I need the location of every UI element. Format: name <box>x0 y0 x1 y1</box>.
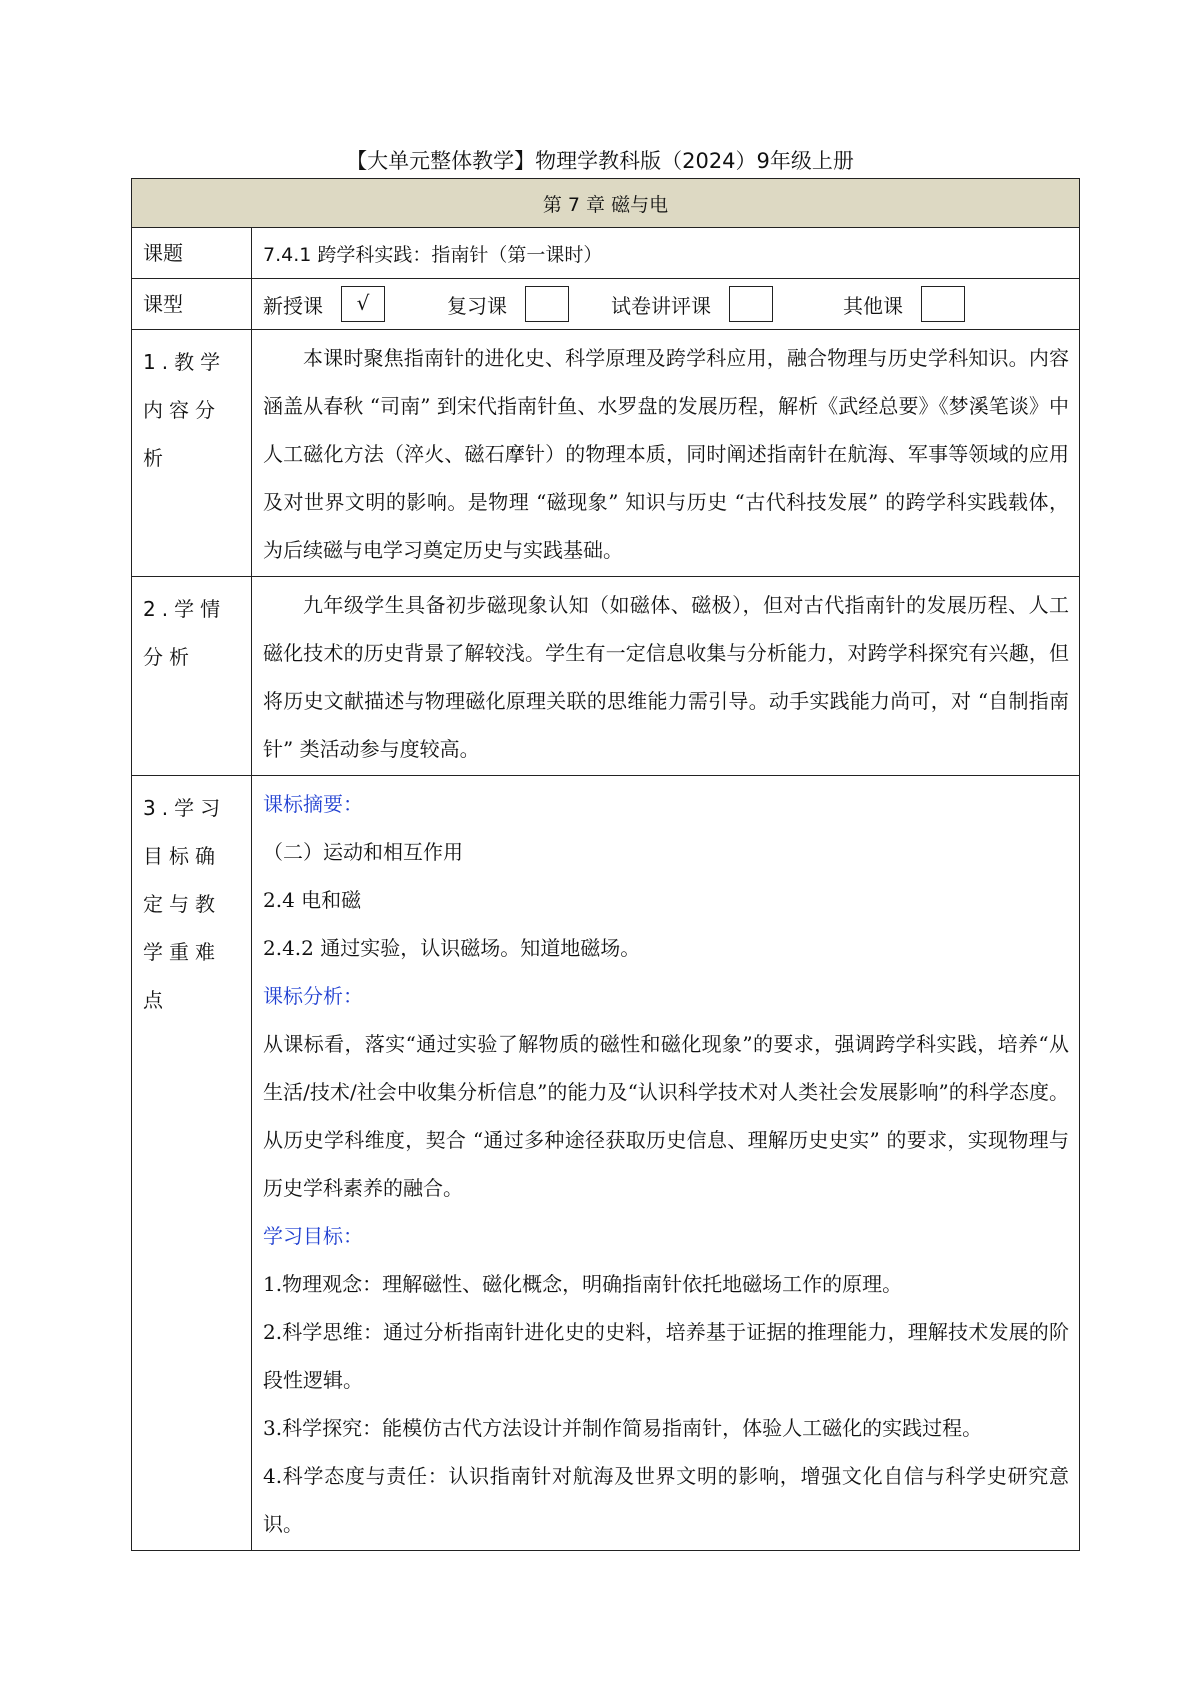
goal-item: 4.科学态度与责任：认识指南针对航海及世界文明的影响，增强文化自信与科学史研究意识。 <box>263 1464 1069 1536</box>
lesson-type-name: 复习课 <box>447 293 507 318</box>
goal-item: 3.科学探究：能模仿古代方法设计并制作简易指南针，体验人工磁化的实践过程。 <box>263 1416 983 1440</box>
lesson-row <box>132 228 1080 279</box>
standard-line: 2.4.2 通过实验，认识磁场。知道地磁场。 <box>263 936 641 960</box>
lesson-type-row <box>132 279 1080 330</box>
lesson-type-option <box>843 286 965 322</box>
student-analysis-label: 2.学情分析 <box>132 577 252 776</box>
content-analysis-label: 1.教学内容分析 <box>132 330 252 577</box>
lesson-type-options <box>252 279 1080 330</box>
document-title: 【大单元整体教学】物理学教科版（2024）9年级上册 <box>346 149 854 173</box>
lesson-type-option <box>611 286 773 322</box>
content-analysis-cell <box>252 330 1080 577</box>
lesson-type-name: 其他课 <box>843 293 903 318</box>
standard-line: 2.4 电和磁 <box>263 888 362 912</box>
lesson-label: 课题 <box>132 228 252 279</box>
lesson-type-name: 新授课 <box>263 293 323 318</box>
student-analysis-text: 九年级学生具备初步磁现象认知（如磁体、磁极），但对古代指南针的发展历程、人工磁化技术的历史背景了解较浅。学生有一定信息收集与分析能力，对跨学科探究有兴趣，但将历史文献描述与物理磁化原理关联的思维能力需引导。动手实践能力尚可，对 “自制指南针” 类活动参与度较高。 <box>263 593 1069 761</box>
goal-item: 1.物理观念：理解磁性、磁化概念，明确指南针依托地磁场工作的原理。 <box>263 1272 903 1296</box>
lesson-plan-table <box>131 178 1080 1551</box>
content-analysis-row <box>132 330 1080 577</box>
standard-heading: 课标摘要： <box>263 792 363 816</box>
content-analysis-text: 本课时聚焦指南针的进化史、科学原理及跨学科应用，融合物理与历史学科知识。内容涵盖从春秋 “司南” 到宋代指南针鱼、水罗盘的发展历程，解析《武经总要》《梦溪笔谈》中人工磁化方法（淬火、磁石摩针）的物理本质，同时阐述指南针在航海、军事等领域的应用及对世界文明的影响。是物理 “磁现象” 知识与历史 “古代科技发展” 的跨学科实践载体，为后续磁与电学习奠定历史与实践基础。 <box>263 346 1069 562</box>
analysis-heading: 课标分析： <box>263 984 363 1008</box>
student-analysis-cell <box>252 577 1080 776</box>
goals-heading: 学习目标： <box>263 1224 363 1248</box>
analysis-text: 从课标看，落实“通过实验了解物质的磁性和磁化现象”的要求，强调跨学科实践，培养“从生活/技术/社会中收集分析信息”的能力及“认识科学技术对人类社会发展影响”的科学态度。从历史学科维度，契合 “通过多种途径获取历史信息、理解历史史实” 的要求，实现物理与历史学科素养的融合。 <box>263 1032 1069 1200</box>
objectives-row <box>132 776 1080 1551</box>
lesson-type-label: 课型 <box>132 279 252 330</box>
checkbox-other-lesson[interactable] <box>921 286 965 322</box>
checkbox-exam-review-lesson[interactable] <box>729 286 773 322</box>
checkbox-new-lesson[interactable]: √ <box>341 286 385 322</box>
objectives-cell <box>252 776 1080 1551</box>
student-analysis-row <box>132 577 1080 776</box>
objectives-label: 3.学习目标确定与教学重难点 <box>132 776 252 1551</box>
goal-item: 2.科学思维：通过分析指南针进化史的史料，培养基于证据的推理能力，理解技术发展的阶段性逻辑。 <box>263 1320 1069 1392</box>
standard-line: （二）运动和相互作用 <box>263 840 463 864</box>
checkbox-review-lesson[interactable] <box>525 286 569 322</box>
lesson-type-name: 试卷讲评课 <box>611 293 711 318</box>
lesson-type-option <box>263 286 385 322</box>
lesson-title: 7.4.1 跨学科实践：指南针（第一课时） <box>252 228 1080 279</box>
lesson-type-option <box>447 286 569 322</box>
chapter-title: 第 7 章 磁与电 <box>132 179 1080 228</box>
chapter-row <box>132 179 1080 228</box>
